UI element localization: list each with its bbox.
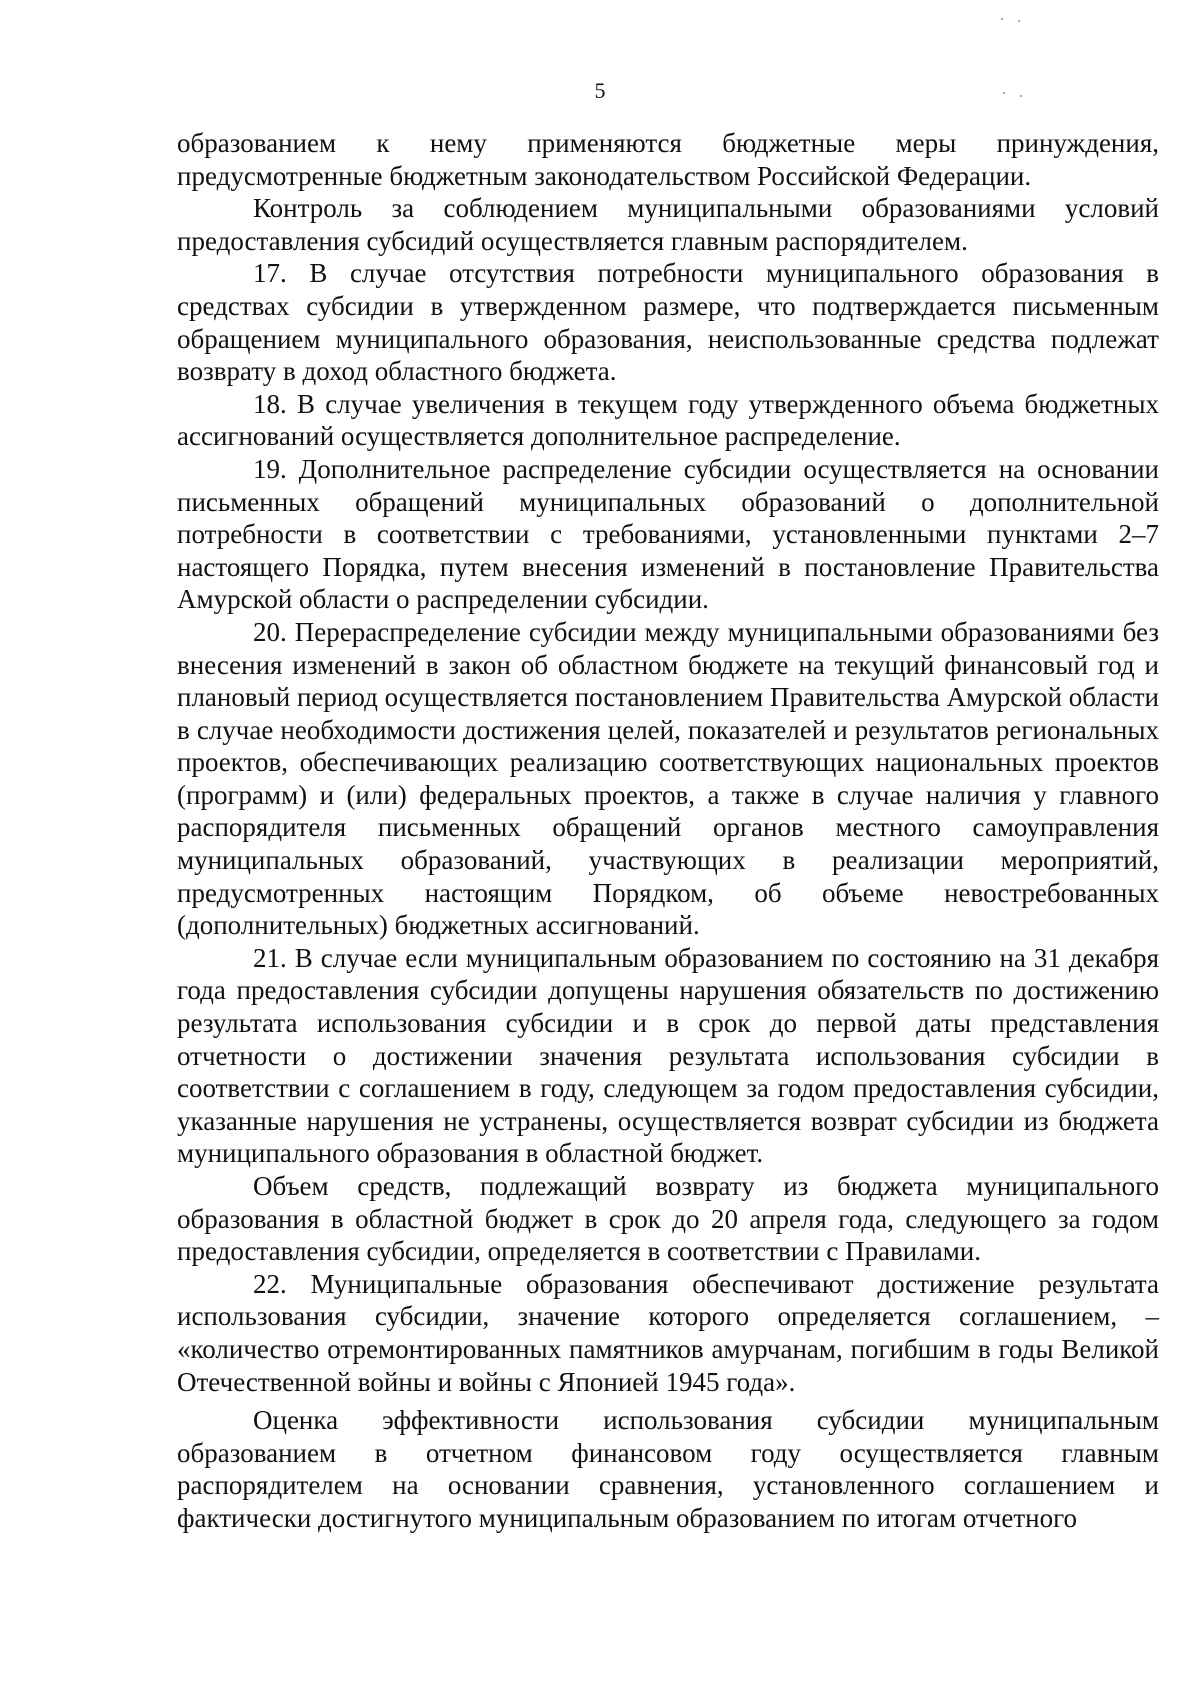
scan-speck: [1001, 18, 1003, 20]
scan-speck: [1003, 92, 1005, 94]
paragraph-21: 21. В случае если муниципальным образованием по состоянию на 31 декабря года предоставления субсидии допущены нарушения обязательств по достижению результата использования субсидии и в срок до первой даты представления отчетности о достижении значения результата использования субсидии в соответствии с соглашением в году, следующем за годом предоставления субсидии, указанные нарушения не устранены, осуществляется возврат субсидии из бюджета муниципального образования в областной бюджет.: [177, 942, 1159, 1169]
paragraph-18: 18. В случае увеличения в текущем году утвержденного объема бюджетных ассигнований осуществляется дополнительное распределение.: [177, 388, 1159, 452]
paragraph-20: 20. Перераспределение субсидии между муниципальными образованиями без внесения изменений в закон об областном бюджете на текущий финансовый год и плановый период осуществляется постановлением Правительства Амурской области в случае необходимости достижения целей, показателей и результатов региональных проектов, обеспечивающих реализацию соответствующих национальных проектов (программ) и (или) федеральных проектов, а также в случае наличия у главного распорядителя письменных обращений органов местного самоуправления муниципальных образований, участвующих в реализации мероприятий, предусмотренных настоящим Порядком, об объеме невостребованных (дополнительных) бюджетных ассигнований.: [177, 616, 1159, 941]
paragraph-control: Контроль за соблюдением муниципальными образованиями условий предоставления субсидий осуществляется главным распорядителем.: [177, 193, 1159, 256]
paragraph-19: 19. Дополнительное распределение субсидии осуществляется на основании письменных обращений муниципальных образований о дополнительной потребности в соответствии с требованиями, установленными пунктами 2–7 настоящего Порядка, путем внесения изменений в постановление Правительства Амурской области о распределении субсидии.: [177, 453, 1159, 615]
paragraph-17: 17. В случае отсутствия потребности муниципального образования в средствах субсидии в утвержденном размере, что подтверждается письменным обращением муниципального образования, неиспользованные средства подлежат возврату в доход областного бюджета.: [177, 258, 1159, 387]
paragraph-continuation: образованием к нему применяются бюджетные меры принуждения, предусмотренные бюджетным законодательством Российской Федерации.: [177, 128, 1159, 191]
scan-speck: [1018, 20, 1020, 22]
paragraph-return-volume: Объем средств, подлежащий возврату из бюджета муниципального образования в областной бюджет в срок до 20 апреля года, следующего за годом предоставления субсидии, определяется в соответствии с Правилами.: [177, 1171, 1159, 1267]
paragraph-efficiency-evaluation: Оценка эффективности использования субсидии муниципальным образованием в отчетном финансовом году осуществляется главным распорядителем на основании сравнения, установленного соглашением и фактически достигнутого муниципальным образованием по итогам отчетного: [177, 1405, 1159, 1533]
document-body: [177, 127, 1159, 1535]
page-number: 5: [594, 78, 606, 103]
scan-speck: [1020, 95, 1022, 97]
paragraph-22: 22. Муниципальные образования обеспечивают достижение результата использования субсидии, значение которого определяется соглашением, – «количество отремонтированных памятников амурчанам, погибшим в годы Великой Отечественной войны и войны с Японией 1945 года».: [177, 1268, 1159, 1397]
